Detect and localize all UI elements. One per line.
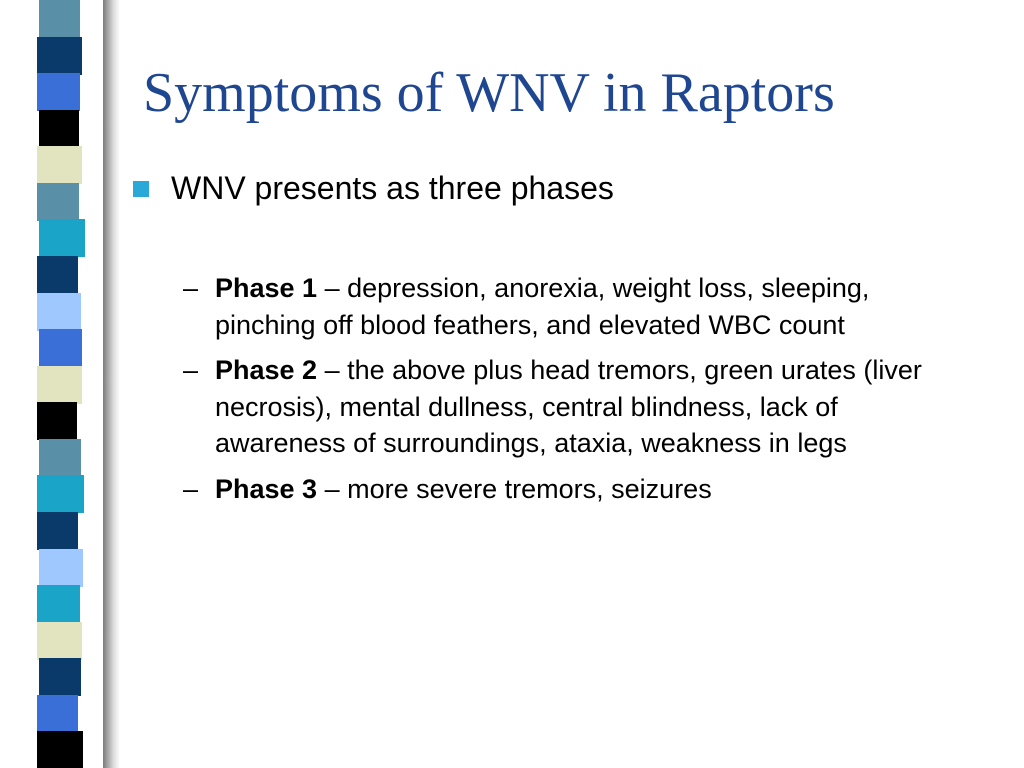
decorative-stripe (0, 0, 120, 768)
stripe-band (39, 0, 80, 38)
stripe-band (37, 73, 80, 111)
slide-title: Symptoms of WNV in Raptors (143, 62, 835, 124)
dash-bullet: – (183, 355, 199, 385)
stripe-band (39, 219, 85, 257)
stripe-band (39, 549, 83, 587)
phase-description: – depression, anorexia, weight loss, sleeping, pinching off blood feathers, and elevated WBC count (215, 273, 870, 340)
phase-list (183, 270, 943, 516)
phase-description: – the above plus head tremors, green urates (liver necrosis), mental dullness, central blindness, lack of awareness of surroundings, ataxia, weakness in legs (215, 355, 922, 458)
square-bullet-icon (133, 181, 149, 197)
stripe-band (37, 475, 84, 513)
stripe-band (37, 402, 77, 440)
stripe-band (37, 37, 82, 75)
stripe-band (37, 293, 81, 331)
stripe-band (37, 695, 78, 733)
stripe-band (37, 366, 82, 404)
phase-item (183, 270, 943, 343)
stripe-band (37, 512, 78, 550)
main-bullet-text: WNV presents as three phases (171, 170, 614, 206)
stripe-band (37, 183, 79, 221)
stripe-band (37, 256, 78, 294)
phase-item (183, 352, 943, 462)
stripe-band (37, 731, 83, 768)
phase-label: Phase 3 (215, 473, 318, 504)
dash-bullet: – (183, 473, 199, 504)
stripe-band (39, 329, 82, 367)
stripe-band (39, 439, 81, 477)
phase-description: – more severe tremors, seizures (317, 473, 712, 504)
stripe-band (37, 146, 82, 184)
phase-label: Phase 2 (215, 355, 318, 385)
stripe-shadow (103, 0, 120, 768)
stripe-band (39, 658, 81, 696)
stripe-band (37, 585, 80, 623)
stripe-band (39, 110, 79, 148)
phase-item (183, 471, 943, 508)
dash-bullet: – (183, 273, 199, 303)
phase-label: Phase 1 (215, 273, 318, 303)
stripe-band (37, 622, 82, 660)
